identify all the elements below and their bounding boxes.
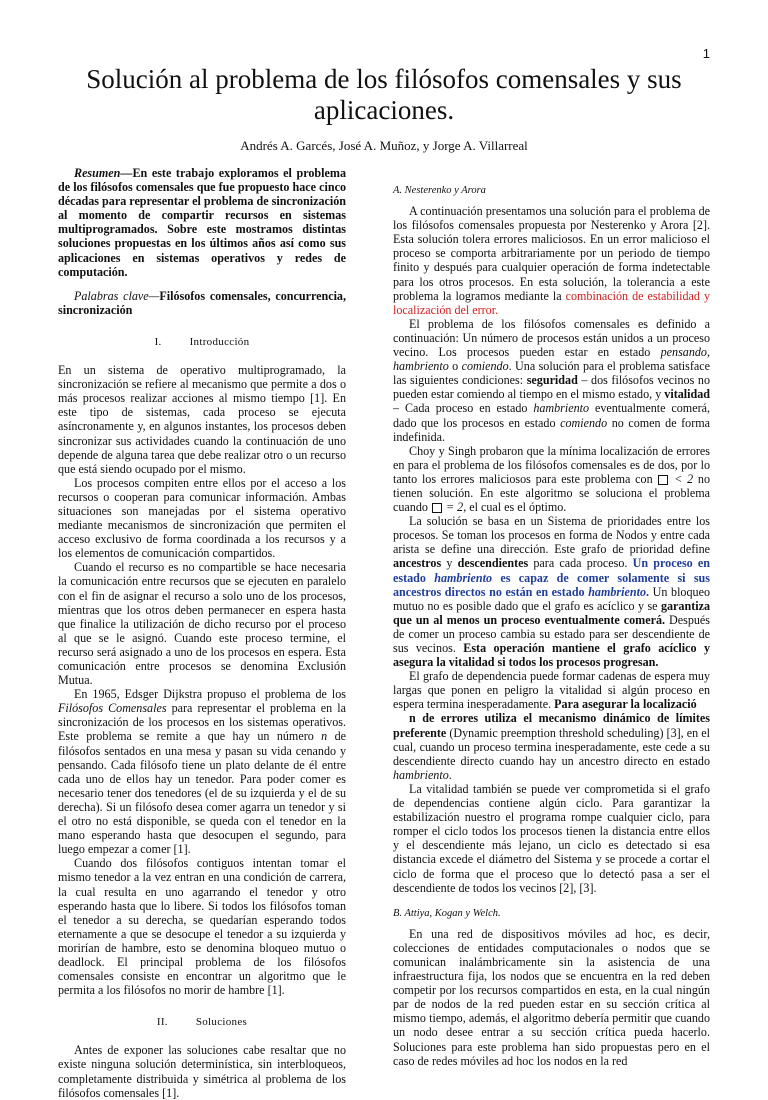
section-heading-introduccion: I. Introducción	[154, 335, 250, 348]
paragraph: n de errores utiliza el mecanismo dinámico de límites preferente (Dynamic preemption threshold scheduling) [3], en el cual, cuando un proceso termina inesperadamente, este cede a su descendiente directo cuando hay un ancestro directo en estado hambriento.	[393, 711, 710, 782]
right-column	[393, 166, 710, 1068]
highlight-red: combinación de estabilidad y localización del error.	[393, 288, 711, 317]
paragraph: La solución se basa en un Sistema de prioridades entre los procesos. Se toman los procesos en forma de Nodos y entre cada arista se define una dirección. Este grafo de prioridad define ancestros y descendientes para cada proceso. Un proceso en estado hambriento es capaz de comer solamente si sus ancestros directos no están en estado hambriento. Un bloqueo mutuo no es posible dado que el grafo es acíclico y se garantiza que un al menos un proceso eventualmente comerá. Después de comer un proceso cambia su estado para ser descendiente de sus vecinos. Esta operación mantiene el grafo acíclico y asegura la vitalidad si todos los procesos progresan.	[393, 514, 711, 670]
paragraph: Cuando el recurso es no compartible se hace necesaria la comunicación entre recursos que se ejecuten en paralelo con el fin de asignar el recurso a solo uno de los procesos, mientras que los otros deben permanecer en espera hasta que finalice la utilización de dicho recurso por el proceso al que se le asignó. Cuando este proceso termine, el recurso será asignado a uno de los procesos en espera. Esta comunicación entre procesos se denomina Exclusión Mutua.	[58, 560, 346, 688]
paragraph: Los procesos compiten entre ellos por el acceso a los recursos o cooperan para comunicar información. Ambas situaciones son manejadas por el sistema operativo mediante mecanismos de sincronización que permiten el acceso exclusivo de forma coordinada a los recursos y a los elementos de comunicación compartidos.	[58, 475, 346, 561]
paragraph: La vitalidad también se puede ver comprometida si el grafo de dependencias contiene algún ciclo. Para garantizar la estabilización nuestro el programa rompe cualquier ciclo, para romper el ciclo todos los procesos tienen la distancia entre ellos y el descendiente más lejano, un ciclo es detectado si esa distancia excede el diámetro del Sistema y se procede a cortar el ciclo de forma que el proceso que lo detectó pasa a ser el descendiente de todos los vecinos [2], [3].	[393, 781, 710, 895]
paragraph: A continuación presentamos una solución para el problema de los filósofos comensales propuesta por Nesterenko y Arora [2]. Esta solución tolera errores maliciosos. En un error malicioso el proceso se comporta arbitrariamente por un periodo de tiempo finito y después para cualquier operación de forma indetectable para los otros procesos. En esta solución, la tolerancia a este problema la logramos mediante la combinación de estabilidad y localización del error.	[393, 204, 711, 317]
missing-glyph-icon	[432, 503, 442, 513]
paragraph: Antes de exponer las soluciones cabe resaltar que no existe ninguna solución determinística, sin interbloqueos, completamente distribuida y simétrica al problema de los filósofos comensales [1].	[58, 1043, 346, 1100]
paragraph: Choy y Singh probaron que la mínima localización de errores en para el problema de los filósofos comensales es de dos, por lo tanto los errores maliciosos para este problema con < 2 no tienen solución. En este algoritmo se soluciona el problema cuando = 2, el cual es el óptimo.	[393, 443, 710, 515]
paragraph: El problema de los filósofos comensales es definido a continuación: Un número de procesos están unidos a un proceso vecino. Los procesos pueden estar en estado pensando, hambriento o comiendo. Una solución para el problema satisface las siguientes condiciones: seguridad – dos filósofos vecinos no pueden estar comiendo al tiempo en el mismo estado, y vitalidad – Cada proceso en estado hambriento eventualmente comerá, dado que los procesos en estado comiendo no comen de forma indefinida.	[393, 316, 711, 444]
left-column	[58, 166, 346, 1100]
paragraph: Cuando dos filósofos contiguos intentan tomar el mismo tenedor a la vez entran en una condición de carrera, la cual resulta en uno agarrando el tenedor y otro esperando hasta que lo libere. Si todos los filósofos toman el tenedor a su derecha, se quedarían esperando todos eternamente a que se desocupe el tenedor a su izquierda y morirían de hambre, esto se denomina bloqueo mutuo o deadlock. El principal problema de los filósofos comensales consiste en encontrar un algoritmo que le permita a los filósofos no morir de hambre [1].	[58, 856, 346, 998]
page-number: 1	[702, 46, 710, 61]
missing-glyph-icon	[658, 475, 668, 485]
paragraph: El grafo de dependencia puede formar cadenas de espera muy largas que ponen en peligro la vitalidad si algún proceso en espera termina inesperadamente. Para asegurar la localizació	[393, 669, 710, 712]
paragraph: En 1965, Edsger Dijkstra propuso el problema de los Filósofos Comensales para representar el problema en la sincronización de los procesos en los sistemas operativos. Este problema se remite a que hay un número n de filósofos sentados en una mesa y pasan su vida cenando y pensando. Cada filósofo tiene un plato delante de él entre cada uno de ellos hay un tenedor. Para poder comer es necesario tener dos tenedores (el de su izquierda y el de su derecha). Si un filósofo desea comer agarra un tenedor y si el otro no está disponible, se queda con el tenedor en la mano esperando hasta que desocupen el segundo, para luego empezar a comer [1].	[58, 687, 346, 857]
paper-title: Solución al problema de los filósofos comensales y sus aplicaciones.	[86, 64, 682, 125]
abstract: Resumen—En este trabajo exploramos el problema de los filósofos comensales que fue propuesto hace cinco décadas para representar el problema de sincronización al momento de compartir recursos en sistemas multiprogramados. Sobre este mostramos distintas soluciones propuestas en los últimos años así como sus aplicaciones en sistemas operativos y redes de computación.	[58, 166, 346, 279]
highlight-blue: Un proceso en estado hambriento es capaz de comer solamente si sus ancestros directos no están en estado hambriento.	[393, 556, 710, 599]
paragraph: En una red de dispositivos móviles ad hoc, es decir, colecciones de entidades computacionales o nodos que se comunican inalámbricamente sin la asistencia de una infraestructura fija, los nodos que se encuentra en la red deben competir por los recursos compartidos en esta, en la cual ningún par de nodos de la red pueden estar en su sección crítica al mismo tiempo, además, el algoritmo debería permitir que cuando un nodo desee entrar a su sección crítica pueda hacerlo. Soluciones para este problema han sido propuestas pero en el caso de redes móviles ad hoc los nodos en la red	[393, 926, 710, 1068]
paper-authors: Andrés A. Garcés, José A. Muñoz, y Jorge A. Villarreal	[240, 138, 528, 153]
section-heading-soluciones: II. Soluciones	[156, 1016, 248, 1029]
keywords: Palabras clave—Filósofos comensales, concurrencia, sincronización	[58, 288, 347, 317]
subsection-heading-b: B. Attiya, Kogan y Welch.	[393, 907, 501, 919]
subsection-heading-a: A. Nesterenko y Arora	[393, 185, 486, 196]
paragraph: En un sistema de operativo multiprogramado, la sincronización se refiere al mecanismo que permite a dos o más procesos realizar acciones al mismo tiempo [1]. En este tipo de sistemas, cada proceso se ejecuta asíncronamente y, en algunos instantes, los procesos deben sincronizar sus actividades cuando la continuación de uno depende de alguna tarea que debe realizar otro o un recurso que está siendo ocupado por el mismo.	[58, 363, 346, 476]
